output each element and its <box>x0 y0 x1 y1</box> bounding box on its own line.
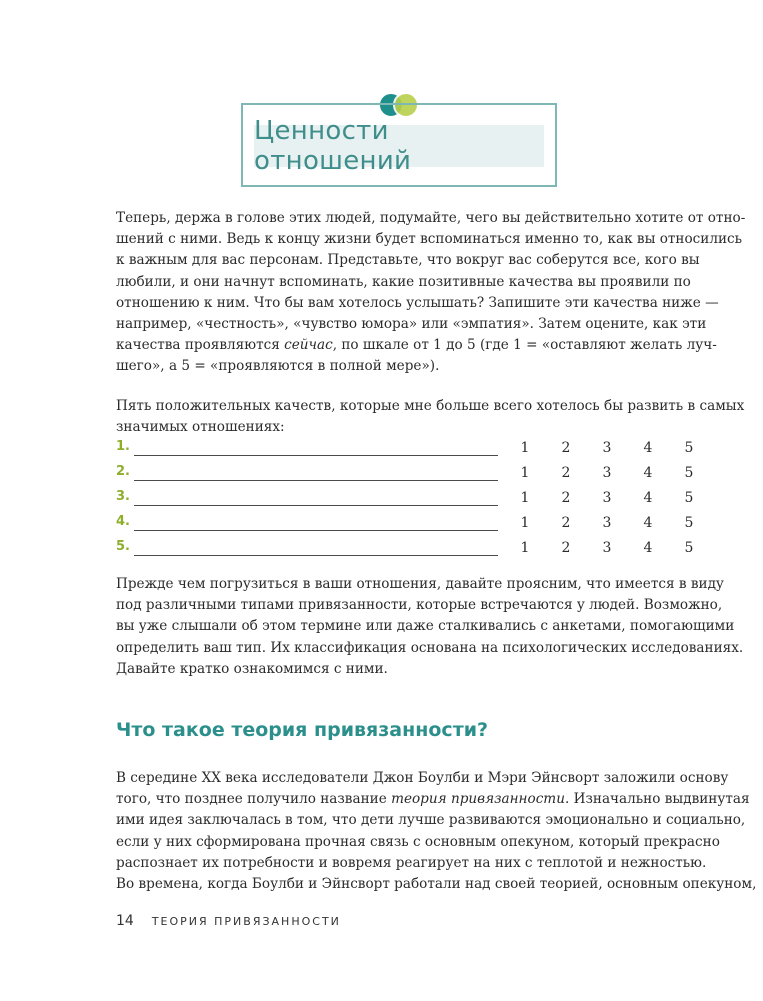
item-number: 4. <box>116 514 130 529</box>
text-line: если у них сформирована прочная связь с основным опекуном, который прекрасно <box>116 833 720 850</box>
rating-row <box>116 463 696 488</box>
scale-value[interactable]: 2 <box>561 515 571 531</box>
text-line: отношению к ним. Что бы вам хотелось услышать? Запишите эти качества ниже — <box>116 294 719 311</box>
text-line: распознает их потребности и вовремя реагирует на них с теплотой и нежностью. <box>116 854 707 871</box>
text-line: определить ваш тип. Их классификация основана на психологических исследованиях. <box>116 639 744 656</box>
scale-value[interactable]: 2 <box>561 465 571 481</box>
text-fragment: качества проявляются <box>116 337 285 354</box>
item-number: 5. <box>116 539 130 554</box>
section-heading: Что такое теория привязанности? <box>116 719 489 741</box>
scale-value[interactable]: 3 <box>602 465 612 481</box>
scale-value[interactable]: 1 <box>520 490 530 506</box>
write-in-line[interactable] <box>134 480 498 481</box>
rating-scale <box>518 490 696 506</box>
running-head: ТЕОРИЯ ПРИВЯЗАННОСТИ <box>151 915 341 928</box>
text-line: Во времена, когда Боулби и Эйнсворт работали над своей теорией, основным опекуном, <box>116 876 757 893</box>
scale-value[interactable]: 1 <box>520 515 530 531</box>
scale-value[interactable]: 3 <box>602 540 612 556</box>
page-number: 14 <box>116 913 134 929</box>
rating-row <box>116 538 696 563</box>
scale-value[interactable]: 5 <box>684 465 694 481</box>
text-line: ими идея заключалась в том, что дети лучше развиваются эмоционально и социально, <box>116 812 746 829</box>
scale-value[interactable]: 1 <box>520 440 530 456</box>
title-box <box>241 103 557 187</box>
rating-scale <box>518 465 696 481</box>
scale-value[interactable]: 3 <box>602 490 612 506</box>
text-line: вы уже слышали об этом термине или даже сталкивались с анкетами, помогающими <box>116 618 735 635</box>
text-line <box>116 789 750 810</box>
text-fragment: того, что позднее получило название <box>116 791 392 808</box>
scale-value[interactable]: 3 <box>602 515 612 531</box>
item-number: 3. <box>116 489 130 504</box>
transition-paragraph <box>116 574 744 680</box>
page-footer <box>116 913 341 929</box>
rating-scale <box>518 440 696 456</box>
scale-value[interactable]: 3 <box>602 440 612 456</box>
scale-value[interactable]: 4 <box>643 490 653 506</box>
scale-value[interactable]: 4 <box>643 540 653 556</box>
scale-value[interactable]: 5 <box>684 440 694 456</box>
text-line: шений с ними. Ведь к концу жизни будет вспоминаться именно то, как вы относились <box>116 231 743 248</box>
text-line: под различными типами привязанности, которые встречаются у людей. Возможно, <box>116 597 723 614</box>
text-line: например, «честность», «чувство юмора» или «эмпатия». Затем оцените, как эти <box>116 316 707 333</box>
text-line: Давайте кратко ознакомимся с ними. <box>116 660 388 677</box>
exercise-prompt <box>116 396 745 438</box>
write-in-line[interactable] <box>134 455 498 456</box>
text-line: Теперь, держа в голове этих людей, подумайте, чего вы действительно хотите от отно- <box>116 210 746 226</box>
write-in-line[interactable] <box>134 555 498 556</box>
scale-value[interactable]: 5 <box>684 515 694 531</box>
text-line: шего», а 5 = «проявляются в полной мере»). <box>116 358 440 375</box>
rating-list <box>116 438 696 563</box>
text-line <box>116 335 717 356</box>
rating-row <box>116 513 696 538</box>
scale-value[interactable]: 4 <box>643 465 653 481</box>
italic-term: теория привязанности <box>391 791 565 808</box>
scale-value[interactable]: 5 <box>684 540 694 556</box>
scale-value[interactable]: 1 <box>520 540 530 556</box>
intro-paragraph <box>116 208 746 378</box>
section-paragraph <box>116 768 757 895</box>
text-line: значимых отношениях: <box>116 419 285 436</box>
text-line: В середине XX века исследователи Джон Боулби и Мэри Эйнсворт заложили основу <box>116 770 729 786</box>
item-number: 2. <box>116 464 130 479</box>
rating-scale <box>518 540 696 556</box>
page-title: Ценности отношений <box>254 116 412 176</box>
rating-row <box>116 488 696 513</box>
write-in-line[interactable] <box>134 505 498 506</box>
scale-value[interactable]: 4 <box>643 515 653 531</box>
scale-value[interactable]: 2 <box>561 540 571 556</box>
write-in-line[interactable] <box>134 530 498 531</box>
text-fragment: . Изначально выдвинутая <box>564 791 750 808</box>
text-line: Прежде чем погрузиться в ваши отношения, давайте проясним, что имеется в виду <box>116 576 724 592</box>
text-line: к важным для вас персонам. Представьте, что вокруг вас соберутся все, кого вы <box>116 252 700 269</box>
item-number: 1. <box>116 439 130 454</box>
title-panel <box>254 116 544 176</box>
scale-value[interactable]: 2 <box>561 490 571 506</box>
scale-value[interactable]: 4 <box>643 440 653 456</box>
rating-scale <box>518 515 696 531</box>
text-line: любили, и они начнут вспоминать, какие позитивные качества вы проявили по <box>116 273 691 290</box>
scale-value[interactable]: 1 <box>520 465 530 481</box>
italic-term: сейчас <box>284 337 333 354</box>
text-line: Пять положительных качеств, которые мне больше всего хотелось бы развить в самых <box>116 398 745 414</box>
scale-value[interactable]: 5 <box>684 490 694 506</box>
text-fragment: , по шкале от 1 до 5 (где 1 = «оставляют желать луч- <box>332 337 717 354</box>
scale-value[interactable]: 2 <box>561 440 571 456</box>
rating-row <box>116 438 696 463</box>
